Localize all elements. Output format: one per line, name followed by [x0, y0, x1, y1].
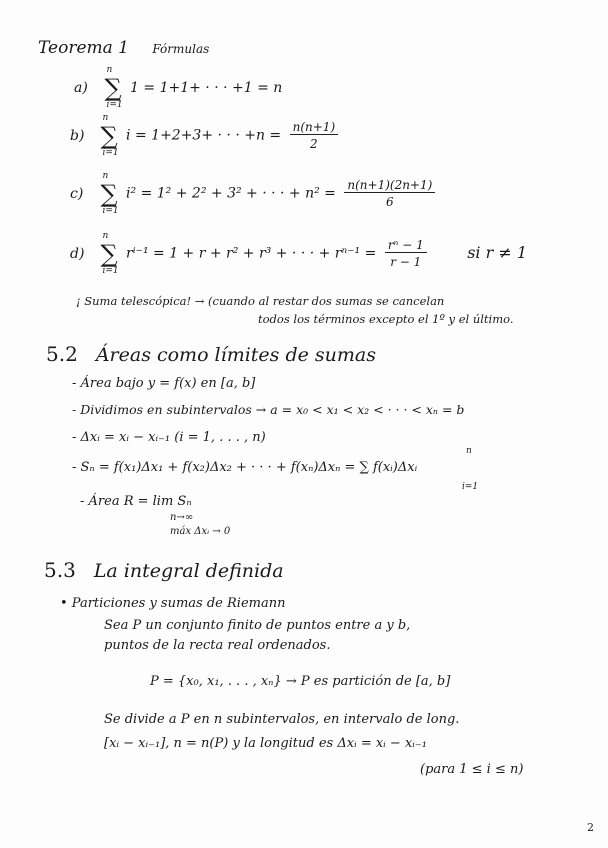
formula-label: d)	[70, 245, 85, 262]
area-limit-line: - Área R = lim Sₙ	[80, 494, 192, 509]
formula-label: c)	[70, 185, 84, 202]
telescopic-note-cont: todos los términos excepto el 1º y el último.	[258, 312, 514, 326]
index-range: (para 1 ≤ i ≤ n)	[420, 762, 524, 777]
subintervals-line: - Dividimos en subintervalos → a = x₀ < x₁ < x₂ < · · · < xₙ = b	[72, 402, 465, 417]
fraction: $\frac{\text{rⁿ − 1}}{r - 1}$	[385, 238, 427, 269]
sum-lower: i=1	[462, 482, 479, 492]
section-title: La integral definida	[93, 560, 284, 582]
section-heading-5-3: 5.3 La integral definida	[44, 558, 284, 582]
sigma-symbol: ∑ n i=1	[100, 112, 119, 158]
formula-label: a)	[74, 80, 88, 96]
sigma-symbol: ∑ n i=1	[104, 65, 123, 110]
formula-body: 1 = 1+1+ · · · +1 = n	[130, 80, 283, 96]
length-def: [xᵢ − xᵢ₋₁], n = n(P) y la longitud es Δxᵢ = xᵢ − xᵢ₋₁	[104, 736, 427, 751]
sigma-symbol: ∑ n i=1	[100, 170, 119, 216]
formula-d	[70, 230, 528, 276]
formula-body: i² = 1² + 2² + 3² + · · · + n² =	[126, 185, 336, 202]
riemann-sum-line: - Sₙ = f(x₁)Δx₁ + f(x₂)Δx₂ + · · · + f(xₙ)Δxₙ = ∑ f(xᵢ)Δxᵢ	[72, 460, 418, 475]
sum-upper: n	[466, 446, 472, 456]
telescopic-note: ¡ Suma telescópica! → (cuando al restar dos sumas se cancelan	[76, 294, 445, 308]
condition: si r ≠ 1	[467, 242, 528, 262]
delta-line: - Δxᵢ = xᵢ − xᵢ₋₁ (i = 1, . . . , n)	[72, 430, 266, 445]
page-number: 2	[587, 821, 594, 834]
theorem-title: Teorema 1	[38, 38, 129, 58]
partition-def-1: Sea P un conjunto finito de puntos entre a y b,	[104, 618, 411, 633]
subinterval-def: Se divide a P en n subintervalos, en intervalo de long.	[104, 712, 460, 727]
theorem-subtitle: Fórmulas	[152, 42, 210, 56]
partition-def-2: puntos de la recta real ordenados.	[104, 638, 331, 653]
formula-a	[74, 65, 283, 110]
partition-set: P = {x₀, x₁, . . . , xₙ} → P es partición de [a, b]	[150, 674, 451, 689]
formula-body: i = 1+2+3+ · · · +n =	[126, 127, 282, 144]
formula-b	[70, 112, 338, 158]
section-title: Áreas como límites de sumas	[95, 344, 376, 366]
formula-label: b)	[70, 127, 85, 144]
formula-body: rⁱ⁻¹ = 1 + r + r² + r³ + · · · + rⁿ⁻¹ =	[126, 245, 377, 262]
sigma-symbol: ∑ n i=1	[100, 230, 119, 276]
area-line: - Área bajo y = f(x) en [a, b]	[72, 376, 256, 391]
fraction: $\frac{n(n+1)(2n+1)}{6}$	[344, 178, 435, 209]
formula-c	[70, 170, 435, 216]
section-heading-5-2: 5.2 Áreas como límites de sumas	[46, 342, 376, 366]
fraction: $\frac{n(n+1)}{2}$	[290, 120, 339, 151]
limit-sub-2: máx Δxᵢ → 0	[170, 526, 231, 537]
theorem-heading	[38, 38, 209, 58]
riemann-bullet: • Particiones y sumas de Riemann	[60, 596, 286, 611]
limit-sub-1: n→∞	[170, 512, 194, 523]
